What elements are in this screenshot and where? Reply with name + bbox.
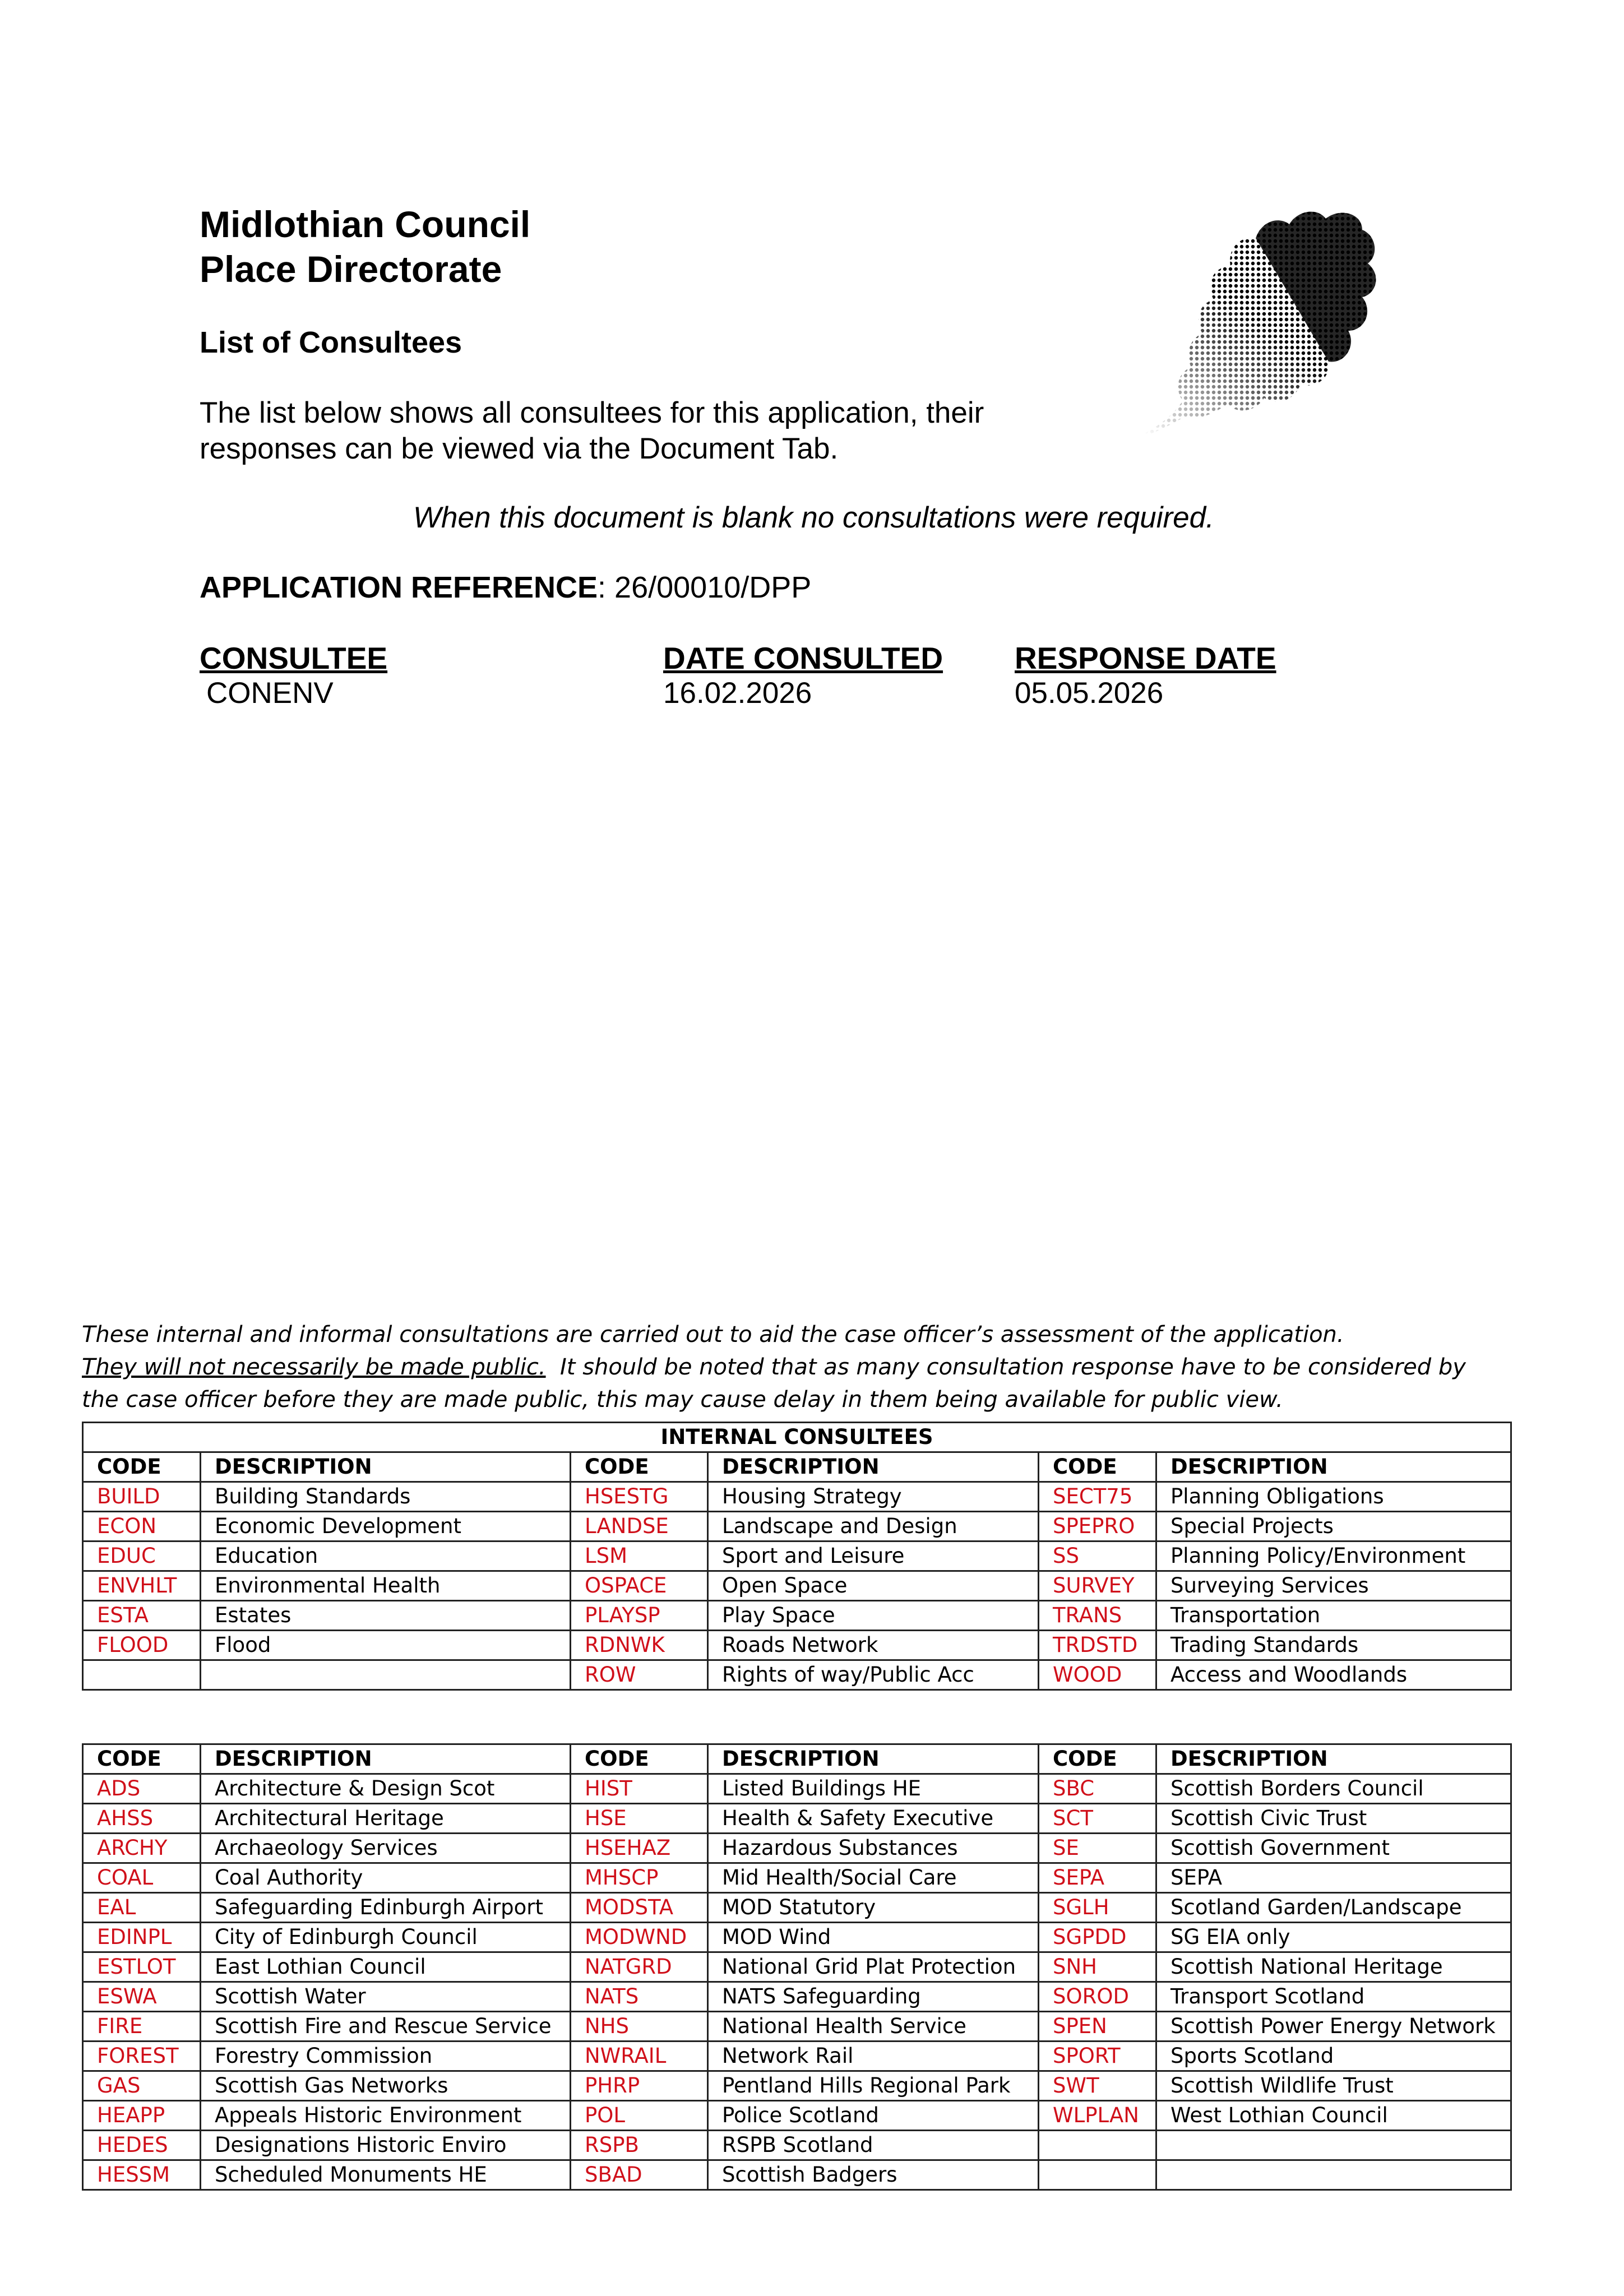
consultee-code-cell: HIST bbox=[571, 1774, 708, 1804]
consultee-code-cell: SOROD bbox=[1039, 1982, 1156, 2012]
consultee-code-cell: SWT bbox=[1039, 2071, 1156, 2101]
consultee-description-cell: RSPB Scotland bbox=[708, 2131, 1039, 2160]
consultee-code-cell: PHRP bbox=[571, 2071, 708, 2101]
table-row bbox=[83, 2101, 1511, 2131]
consultee-code-cell: COAL bbox=[83, 1863, 201, 1893]
table-row bbox=[83, 1631, 1511, 1660]
consultee-description-cell: Archaeology Services bbox=[201, 1834, 571, 1863]
column-header: CODE bbox=[83, 1452, 201, 1482]
app-ref-value: : 26/00010/DPP bbox=[598, 571, 812, 604]
consultee-description-cell: Forestry Commission bbox=[201, 2042, 571, 2071]
consultee-code-cell: FIRE bbox=[83, 2012, 201, 2042]
consultee-code-cell: NATGRD bbox=[571, 1952, 708, 1982]
consultee-code-cell: ADS bbox=[83, 1774, 201, 1804]
list-title: List of Consultees bbox=[200, 326, 462, 359]
consultee-code-cell: MHSCP bbox=[571, 1863, 708, 1893]
consultee-description-cell: Play Space bbox=[708, 1601, 1039, 1631]
consultee-code-cell: SEPA bbox=[1039, 1863, 1156, 1893]
column-header: DESCRIPTION bbox=[201, 1744, 571, 1774]
column-header: DESCRIPTION bbox=[708, 1744, 1039, 1774]
consultee-code-cell: MODWND bbox=[571, 1923, 708, 1952]
intro-text bbox=[200, 395, 1040, 467]
consultee-code-cell: NATS bbox=[571, 1982, 708, 2012]
consultee-description-cell: East Lothian Council bbox=[201, 1952, 571, 1982]
consultee-description-cell: Sports Scotland bbox=[1156, 2042, 1511, 2071]
consultee-description-cell: Scottish Power Energy Network bbox=[1156, 2012, 1511, 2042]
consultee-description-cell: Hazardous Substances bbox=[708, 1834, 1039, 1863]
table-row bbox=[83, 1542, 1511, 1571]
consultee-description-cell bbox=[1156, 2160, 1511, 2190]
table-row bbox=[83, 1774, 1511, 1804]
consultee-code-cell: RSPB bbox=[571, 2131, 708, 2160]
table-row bbox=[83, 2131, 1511, 2160]
organisation-name bbox=[200, 202, 530, 291]
consultee-description-cell: Architectural Heritage bbox=[201, 1804, 571, 1834]
table-header-row bbox=[83, 1744, 1511, 1774]
disclaimer-line-2-rest: It should be noted that as many consultation response have to be considered by bbox=[545, 1354, 1466, 1380]
consultee-code-cell: AHSS bbox=[83, 1804, 201, 1834]
consultee-description-cell: SG EIA only bbox=[1156, 1923, 1511, 1952]
consultee-description-cell: Rights of way/Public Acc bbox=[708, 1660, 1039, 1690]
consultee-description-cell: City of Edinburgh Council bbox=[201, 1923, 571, 1952]
table-row bbox=[83, 1952, 1511, 1982]
table-row bbox=[83, 2042, 1511, 2071]
consultee-description-cell: NATS Safeguarding bbox=[708, 1982, 1039, 2012]
table-row bbox=[83, 1482, 1511, 1512]
consultee-description-cell: Sport and Leisure bbox=[708, 1542, 1039, 1571]
table-row bbox=[83, 1863, 1511, 1893]
consultee-code-cell: ESTLOT bbox=[83, 1952, 201, 1982]
consultee-description-cell: Health & Safety Executive bbox=[708, 1804, 1039, 1834]
consultee-description-cell: SEPA bbox=[1156, 1863, 1511, 1893]
consultee-code-cell: ESWA bbox=[83, 1982, 201, 2012]
column-header: CODE bbox=[83, 1744, 201, 1774]
consultee-description-cell: Scottish Civic Trust bbox=[1156, 1804, 1511, 1834]
consultee-description-cell: Scottish Fire and Rescue Service bbox=[201, 2012, 571, 2042]
consultee-code-cell: EDUC bbox=[83, 1542, 201, 1571]
external-consultees-table bbox=[82, 1743, 1512, 2191]
consultee-description-cell: National Health Service bbox=[708, 2012, 1039, 2042]
consultee-description-cell: Education bbox=[201, 1542, 571, 1571]
consultee-description-cell: Mid Health/Social Care bbox=[708, 1863, 1039, 1893]
date-consulted-value: 16.02.2026 bbox=[663, 677, 812, 710]
table-row bbox=[83, 2071, 1511, 2101]
consultee-description-cell: Open Space bbox=[708, 1571, 1039, 1601]
consultee-description-cell: Building Standards bbox=[201, 1482, 571, 1512]
consultee-description-cell: MOD Statutory bbox=[708, 1893, 1039, 1923]
consultee-code-cell: SPEPRO bbox=[1039, 1512, 1156, 1542]
consultee-description-cell: West Lothian Council bbox=[1156, 2101, 1511, 2131]
consultee-description-cell: Scottish Borders Council bbox=[1156, 1774, 1511, 1804]
consultee-description-cell: Architecture & Design Scot bbox=[201, 1774, 571, 1804]
consultee-code-cell: SS bbox=[1039, 1542, 1156, 1571]
consultee-code-cell: SBAD bbox=[571, 2160, 708, 2190]
consultee-code-cell: ESTA bbox=[83, 1601, 201, 1631]
consultee-description-cell: Scottish Gas Networks bbox=[201, 2071, 571, 2101]
table-row bbox=[83, 1834, 1511, 1863]
consultee-value: CONENV bbox=[206, 677, 334, 710]
consultee-code-cell: ENVHLT bbox=[83, 1571, 201, 1601]
column-header: CODE bbox=[1039, 1452, 1156, 1482]
consultee-code-cell: HEAPP bbox=[83, 2101, 201, 2131]
table-row bbox=[83, 1804, 1511, 1834]
consultee-code-cell bbox=[1039, 2131, 1156, 2160]
consultee-description-cell: Police Scotland bbox=[708, 2101, 1039, 2131]
table-row bbox=[83, 1571, 1511, 1601]
disclaimer-line-1: These internal and informal consultations are carried out to aid the case officer’s assessment of the application. bbox=[82, 1322, 1344, 1348]
consultee-description-cell: Scottish Government bbox=[1156, 1834, 1511, 1863]
consultee-code-cell: TRANS bbox=[1039, 1601, 1156, 1631]
consultee-code-cell: SCT bbox=[1039, 1804, 1156, 1834]
consultee-code-cell: RDNWK bbox=[571, 1631, 708, 1660]
consultee-description-cell bbox=[1156, 2131, 1511, 2160]
table-row bbox=[83, 1512, 1511, 1542]
consultee-code-cell: NWRAIL bbox=[571, 2042, 708, 2071]
consultee-code-cell: SPEN bbox=[1039, 2012, 1156, 2042]
consultee-description-cell: Scottish Water bbox=[201, 1982, 571, 2012]
column-header: CODE bbox=[571, 1744, 708, 1774]
consultee-description-cell: Economic Development bbox=[201, 1512, 571, 1542]
consultee-code-cell: EDINPL bbox=[83, 1923, 201, 1952]
disclaimer-underlined: They will not necessarily be made public. bbox=[82, 1354, 546, 1380]
table-row bbox=[83, 1601, 1511, 1631]
app-ref-label: APPLICATION REFERENCE bbox=[200, 571, 598, 604]
table-row bbox=[83, 2012, 1511, 2042]
consultee-description-cell: Appeals Historic Environment bbox=[201, 2101, 571, 2131]
table-row bbox=[83, 1982, 1511, 2012]
column-header: DESCRIPTION bbox=[708, 1452, 1039, 1482]
consultee-code-cell: WLPLAN bbox=[1039, 2101, 1156, 2131]
org-line-1: Midlothian Council bbox=[200, 203, 531, 245]
consultee-code-cell: ARCHY bbox=[83, 1834, 201, 1863]
consultee-description-cell: Special Projects bbox=[1156, 1512, 1511, 1542]
consultee-code-cell bbox=[83, 1660, 201, 1690]
consultee-code-cell: FLOOD bbox=[83, 1631, 201, 1660]
consultee-code-cell: NHS bbox=[571, 2012, 708, 2042]
consultee-code-cell: SGLH bbox=[1039, 1893, 1156, 1923]
consultee-code-cell: FOREST bbox=[83, 2042, 201, 2071]
consultee-code-cell bbox=[1039, 2160, 1156, 2190]
consultee-description-cell bbox=[201, 1660, 571, 1690]
table-row bbox=[83, 2160, 1511, 2190]
consultee-code-cell: WOOD bbox=[1039, 1660, 1156, 1690]
consultee-code-cell: HSEHAZ bbox=[571, 1834, 708, 1863]
col-response-date-header: RESPONSE DATE bbox=[1015, 641, 1276, 675]
disclaimer-line-2 bbox=[82, 1351, 1562, 1383]
col-date-consulted-header: DATE CONSULTED bbox=[663, 641, 943, 675]
consultee-code-cell: SBC bbox=[1039, 1774, 1156, 1804]
consultee-code-cell: ECON bbox=[83, 1512, 201, 1542]
column-header: CODE bbox=[571, 1452, 708, 1482]
blank-note: When this document is blank no consultations were required. bbox=[413, 501, 1214, 534]
consultee-description-cell: Scheduled Monuments HE bbox=[201, 2160, 571, 2190]
col-consultee-header: CONSULTEE bbox=[200, 641, 388, 675]
column-header: CODE bbox=[1039, 1744, 1156, 1774]
consultee-description-cell: Access and Woodlands bbox=[1156, 1660, 1511, 1690]
consultee-code-cell: EAL bbox=[83, 1893, 201, 1923]
consultee-description-cell: Flood bbox=[201, 1631, 571, 1660]
table-header-row bbox=[83, 1452, 1511, 1482]
consultee-code-cell: LSM bbox=[571, 1542, 708, 1571]
intro-line-2: responses can be viewed via the Document Tab. bbox=[200, 432, 839, 465]
consultee-description-cell: Listed Buildings HE bbox=[708, 1774, 1039, 1804]
consultee-description-cell: Estates bbox=[201, 1601, 571, 1631]
consultee-code-cell: HEDES bbox=[83, 2131, 201, 2160]
consultee-description-cell: Environmental Health bbox=[201, 1571, 571, 1601]
consultee-description-cell: Coal Authority bbox=[201, 1863, 571, 1893]
consultee-code-cell: SE bbox=[1039, 1834, 1156, 1863]
column-header: DESCRIPTION bbox=[201, 1452, 571, 1482]
response-date-value: 05.05.2026 bbox=[1015, 677, 1164, 710]
consultee-description-cell: Scottish Wildlife Trust bbox=[1156, 2071, 1511, 2101]
table-row bbox=[83, 1660, 1511, 1690]
intro-line-1: The list below shows all consultees for this application, their bbox=[200, 396, 984, 429]
consultee-description-cell: Pentland Hills Regional Park bbox=[708, 2071, 1039, 2101]
consultee-code-cell: HESSM bbox=[83, 2160, 201, 2190]
consultee-description-cell: Trading Standards bbox=[1156, 1631, 1511, 1660]
oak-leaf-logo-icon bbox=[1121, 205, 1390, 451]
consultee-code-cell: GAS bbox=[83, 2071, 201, 2101]
consultee-description-cell: Transportation bbox=[1156, 1601, 1511, 1631]
consultee-description-cell: MOD Wind bbox=[708, 1923, 1039, 1952]
consultee-description-cell: Safeguarding Edinburgh Airport bbox=[201, 1893, 571, 1923]
consultee-description-cell: Housing Strategy bbox=[708, 1482, 1039, 1512]
consultee-code-cell: OSPACE bbox=[571, 1571, 708, 1601]
consultee-code-cell: PLAYSP bbox=[571, 1601, 708, 1631]
column-header: DESCRIPTION bbox=[1156, 1452, 1511, 1482]
org-line-2: Place Directorate bbox=[200, 248, 502, 290]
consultee-description-cell: Landscape and Design bbox=[708, 1512, 1039, 1542]
consultee-code-cell: SURVEY bbox=[1039, 1571, 1156, 1601]
table-caption-row bbox=[83, 1423, 1511, 1452]
consultee-code-cell: POL bbox=[571, 2101, 708, 2131]
internal-consultees-table bbox=[82, 1422, 1512, 1691]
consultee-description-cell: Transport Scotland bbox=[1156, 1982, 1511, 2012]
consultee-description-cell: Network Rail bbox=[708, 2042, 1039, 2071]
consultee-code-cell: TRDSTD bbox=[1039, 1631, 1156, 1660]
consultee-code-cell: BUILD bbox=[83, 1482, 201, 1512]
consultee-code-cell: SNH bbox=[1039, 1952, 1156, 1982]
consultee-description-cell: Designations Historic Enviro bbox=[201, 2131, 571, 2160]
consultee-description-cell: Roads Network bbox=[708, 1631, 1039, 1660]
consultee-code-cell: HSE bbox=[571, 1804, 708, 1834]
consultee-description-cell: Scottish National Heritage bbox=[1156, 1952, 1511, 1982]
consultee-code-cell: MODSTA bbox=[571, 1893, 708, 1923]
table-row bbox=[83, 1923, 1511, 1952]
column-header: DESCRIPTION bbox=[1156, 1744, 1511, 1774]
internal-table-caption: INTERNAL CONSULTEES bbox=[83, 1423, 1511, 1452]
consultee-code-cell: ROW bbox=[571, 1660, 708, 1690]
table-row bbox=[83, 1893, 1511, 1923]
consultee-description-cell: Surveying Services bbox=[1156, 1571, 1511, 1601]
consultee-description-cell: Scotland Garden/Landscape bbox=[1156, 1893, 1511, 1923]
consultee-description-cell: Planning Policy/Environment bbox=[1156, 1542, 1511, 1571]
consultee-description-cell: National Grid Plat Protection bbox=[708, 1952, 1039, 1982]
disclaimer bbox=[82, 1318, 1562, 1416]
consultee-code-cell: HSESTG bbox=[571, 1482, 708, 1512]
consultee-description-cell: Planning Obligations bbox=[1156, 1482, 1511, 1512]
consultee-code-cell: LANDSE bbox=[571, 1512, 708, 1542]
disclaimer-line-3: the case officer before they are made public, this may cause delay in them being available for public view. bbox=[82, 1387, 1283, 1413]
consultee-description-cell: Scottish Badgers bbox=[708, 2160, 1039, 2190]
consultee-code-cell: SECT75 bbox=[1039, 1482, 1156, 1512]
application-reference bbox=[200, 570, 811, 605]
consultee-code-cell: SPORT bbox=[1039, 2042, 1156, 2071]
consultee-code-cell: SGPDD bbox=[1039, 1923, 1156, 1952]
